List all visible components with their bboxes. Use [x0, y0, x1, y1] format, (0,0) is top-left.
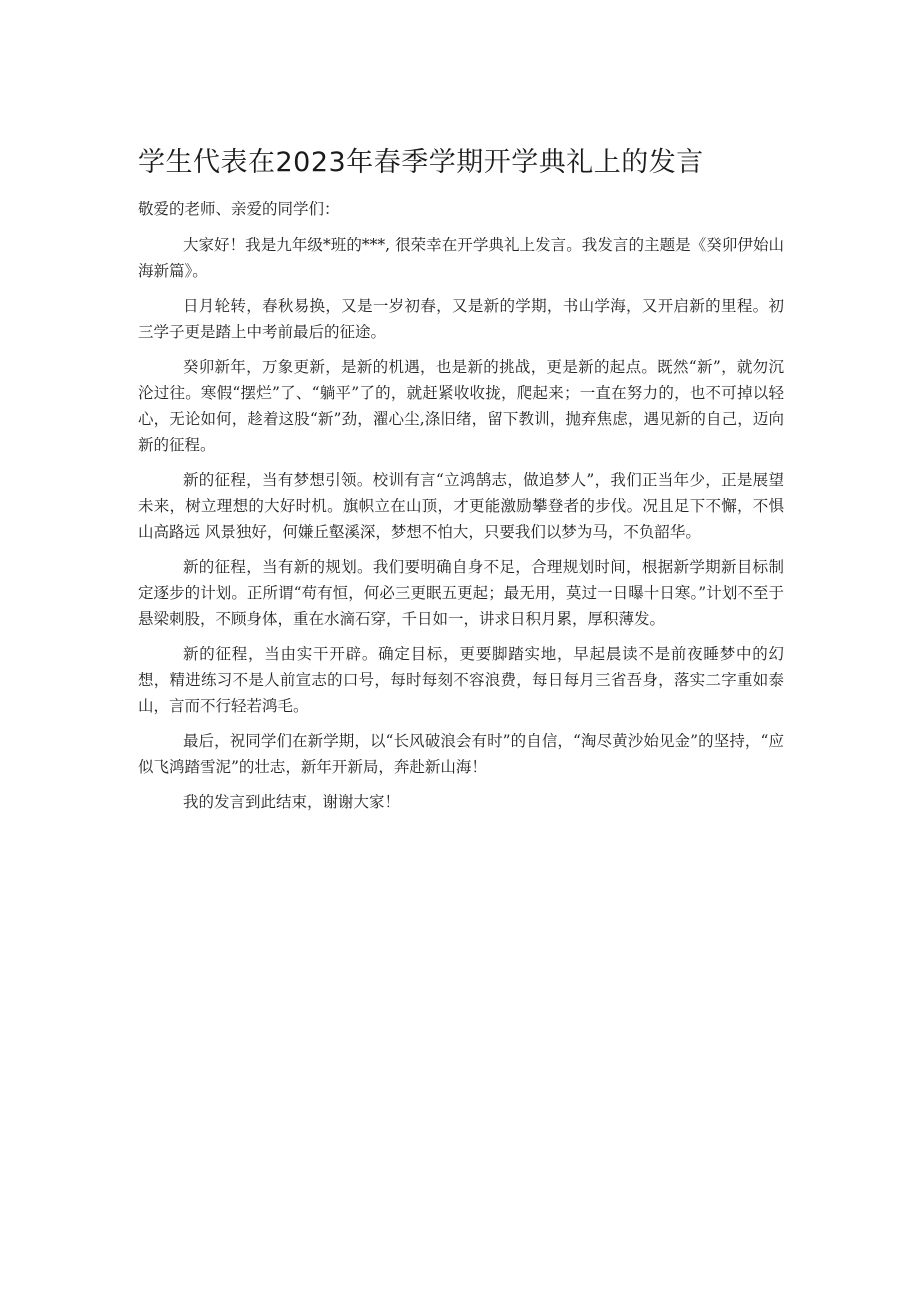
- paragraph-action: 新的征程，当由实干开辟。确定目标，更要脚踏实地，早起晨读不是前夜睡梦中的幻想，精进练习不是人前宣志的口号，每时每刻不容浪费，每日每月三省吾身，落实二字重如泰山，言而不行轻若鸿毛。: [138, 645, 784, 715]
- salutation: 敬爱的老师、亲爱的同学们：: [138, 200, 340, 218]
- paragraph-closing: 我的发言到此结束，谢谢大家！: [182, 793, 400, 811]
- paragraph-new-term: 日月轮转，春秋易换，又是一岁初春，又是新的学期，书山学海，又开启新的里程。初三学子更是踏上中考前最后的征途。: [138, 297, 784, 341]
- paragraph-new-year: 癸卯新年，万象更新，是新的机遇，也是新的挑战，更是新的起点。既然“新”，就勿沉沦过往。寒假“摆烂”了、“躺平”了的，就赶紧收收拢，爬起来；一直在努力的，也不可掉以轻心，无论如何，趁着这股“新”劲，濯心尘,涤旧绪，留下教训，抛弃焦虑，遇见新的自己，迈向新的征程。: [138, 358, 784, 454]
- paragraph-greeting: 大家好！我是九年级*班的***, 很荣幸在开学典礼上发言。我发言的主题是《癸卯伊始山海新篇》。: [138, 236, 784, 280]
- document-title: 学生代表在2023年春季学期开学典礼上的发言: [138, 147, 704, 178]
- paragraph-wishes: 最后，祝同学们在新学期，以“长风破浪会有时”的自信，“淘尽黄沙始见金”的坚持，“应似飞鸿踏雪泥”的壮志，新年开新局，奔赴新山海！: [138, 732, 784, 776]
- document-body: [138, 196, 784, 824]
- paragraph-dreams: 新的征程，当有梦想引领。校训有言“立鸿鹄志，做追梦人”，我们正当年少，正是展望未来，树立理想的大好时机。旗帜立在山顶，才更能激励攀登者的步伐。况且足下不懈，不惧山高路远 风景独好，何嫌丘壑溪深，梦想不怕大，只要我们以梦为马，不负韶华。: [138, 471, 784, 541]
- paragraph-planning: 新的征程，当有新的规划。我们要明确自身不足，合理规划时间，根据新学期新目标制定逐步的计划。正所谓“苟有恒，何必三更眠五更起；最无用，莫过一日曝十日寒。”计划不至于悬梁刺股，不顾身体，重在水滴石穿，千日如一，讲求日积月累，厚积薄发。: [138, 558, 784, 628]
